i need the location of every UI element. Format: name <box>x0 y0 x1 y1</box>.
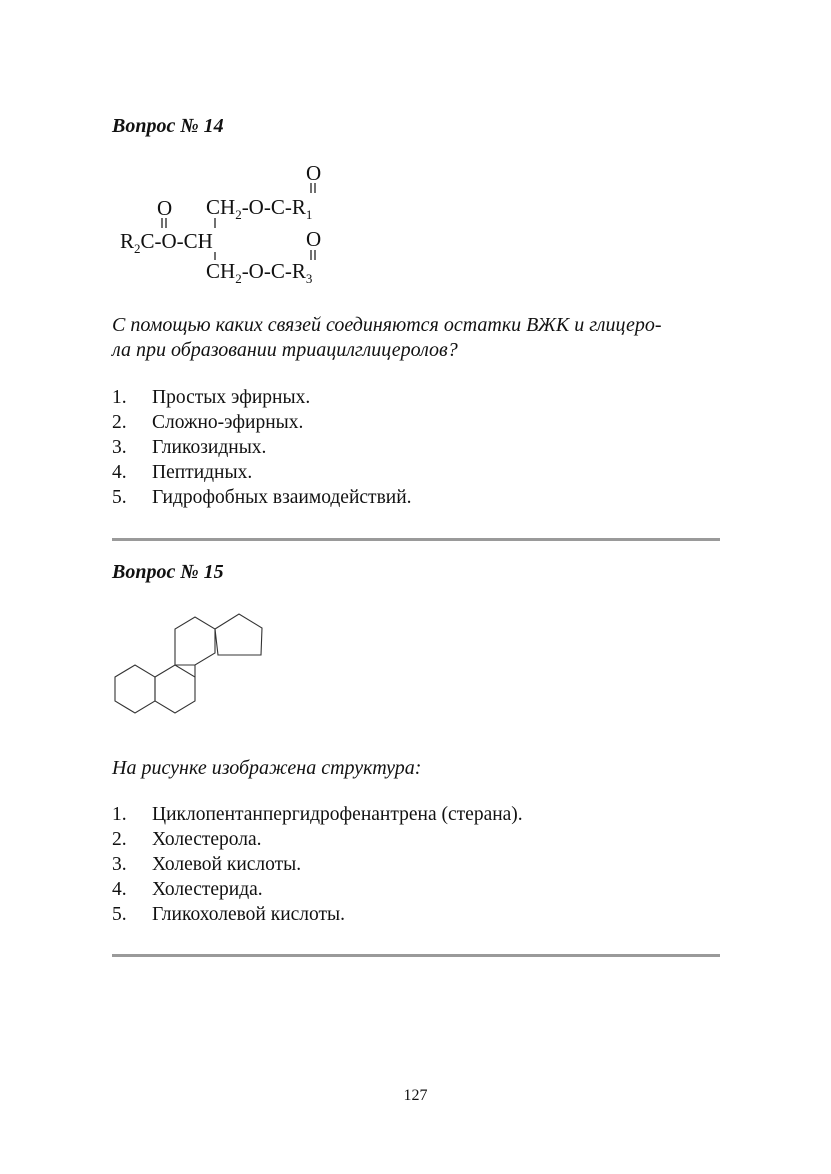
question-14-answers <box>112 385 412 510</box>
ring-c <box>175 617 215 665</box>
question-15-title: Вопрос № 15 <box>112 561 224 583</box>
answer-option[interactable]: 2. Холестерола. <box>112 829 262 850</box>
question-14-line-1: С помощью каких связей соединяются остатки ВЖК и глицеро- <box>112 314 662 336</box>
formula-line-3: $CH_2-O-C-R_3$ <box>206 259 313 286</box>
question-14-line-2: ла при образовании триацилглицеролов? <box>112 339 458 361</box>
question-14-title: Вопрос № 14 <box>112 115 224 137</box>
formula-top-oxygen: O <box>306 161 322 185</box>
triacylglycerol-formula <box>112 158 372 288</box>
formula-line-2: $R_2C-O-CH$ <box>120 229 213 256</box>
question-15-answers <box>112 802 523 927</box>
question-14-text <box>112 313 724 363</box>
answer-option[interactable]: 3. Холевой кислоты. <box>112 854 302 875</box>
section-divider <box>112 538 720 541</box>
answer-option[interactable]: 5. Гликохолевой кислоты. <box>112 904 346 925</box>
ring-a <box>115 665 155 713</box>
formula-right-oxygen: O <box>306 227 322 251</box>
section-divider <box>112 954 720 957</box>
answer-option[interactable]: 1. Циклопентанпергидрофенантрена (стерана). <box>112 804 523 825</box>
page-number: 127 <box>403 1087 428 1104</box>
formula-left-oxygen: O <box>157 196 173 220</box>
question-15-text: На рисунке изображена структура: <box>112 757 422 779</box>
answer-option[interactable]: 4. Пептидных. <box>112 462 253 483</box>
answer-option[interactable]: 1. Простых эфирных. <box>112 387 311 408</box>
answer-option[interactable]: 2. Сложно-эфирных. <box>112 412 304 433</box>
sterane-structure-diagram <box>112 606 272 724</box>
formula-line-1: $CH_2-O-C-R_1$ <box>206 195 313 222</box>
ring-b <box>155 665 195 713</box>
answer-option[interactable]: 4. Холестерида. <box>112 879 263 900</box>
answer-option[interactable]: 3. Гликозидных. <box>112 437 267 458</box>
ring-d <box>215 614 262 655</box>
answer-option[interactable]: 5. Гидрофобных взаимодействий. <box>112 487 412 508</box>
